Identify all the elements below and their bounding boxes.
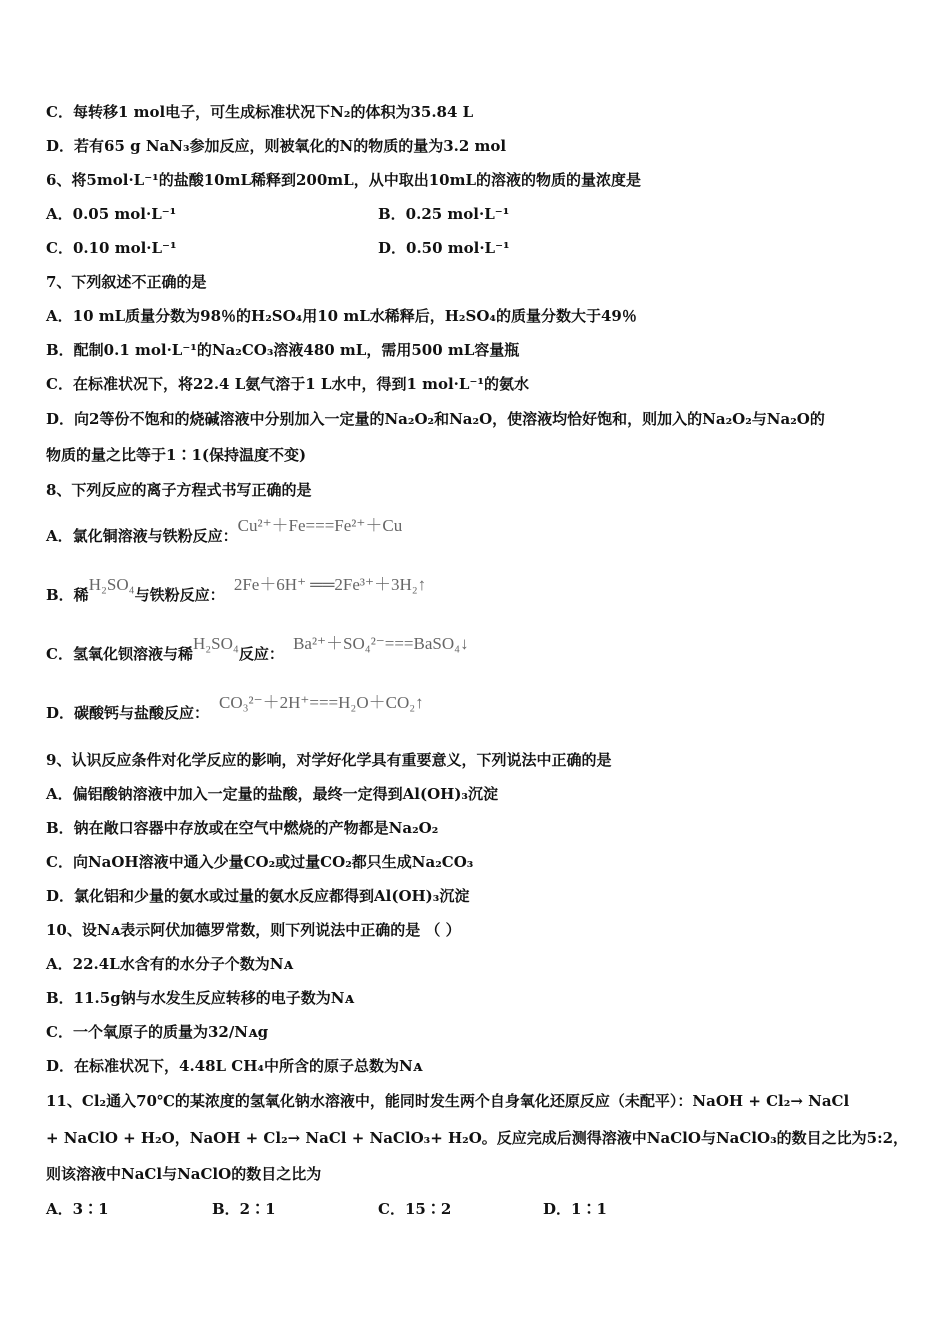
- q10-option-d: D．在标准状况下，4.48L CH₄中所含的原子总数为Nᴀ: [46, 1057, 423, 1075]
- q10-stem: 10、设Nᴀ表示阿伏加德罗常数，则下列说法中正确的是 （ ）: [46, 921, 461, 939]
- q9-option-b: B．钠在敞口容器中存放或在空气中燃烧的产物都是Na₂O₂: [46, 819, 439, 837]
- q5-option-c: C．每转移1 mol电子，可生成标准状况下N₂的体积为35.84 L: [46, 103, 474, 121]
- q8-option-c-suffix: 反应：: [238, 645, 284, 663]
- q10-option-b: B．11.5g钠与水发生反应转移的电子数为Nᴀ: [46, 989, 355, 1007]
- q7-option-d-line2: 物质的量之比等于1∶1(保持温度不变): [46, 446, 307, 464]
- q8-option-b-equation: 2Fe＋6H⁺ ══2Fe³⁺＋3H₂↑: [233, 575, 427, 594]
- q9-option-a: A．偏铝酸钠溶液中加入一定量的盐酸，最终一定得到Al(OH)₃沉淀: [46, 785, 498, 803]
- q5-option-d: D．若有65 g NaN₃参加反应，则被氧化的N的物质的量为3.2 mol: [46, 137, 507, 155]
- q11-option-d: D．1∶1: [543, 1200, 607, 1218]
- q9-option-c: C．向NaOH溶液中通入少量CO₂或过量CO₂都只生成Na₂CO₃: [46, 853, 474, 871]
- q11-stem-line3: 则该溶液中NaCl与NaClO的数目之比为: [46, 1165, 322, 1183]
- q8-option-a: [46, 516, 403, 546]
- q11-stem-line1: 11、Cl₂通入70℃的某浓度的氢氧化钠水溶液中，能同时发生两个自身氧化还原反应（未配平）：NaOH + Cl₂→ NaCl: [46, 1092, 850, 1110]
- q8-option-b: [46, 575, 427, 605]
- q10-option-c: C．一个氧原子的质量为32/Nᴀg: [46, 1023, 269, 1041]
- q11-option-c: C．15∶2: [378, 1200, 452, 1218]
- q8-option-c-acid: H₂SO₄: [192, 634, 239, 653]
- q7-option-a: A．10 mL质量分数为98％的H₂SO₄用10 mL水稀释后，H₂SO₄的质量分数大于49％: [46, 307, 637, 325]
- q6-option-a: A．0.05 mol·L⁻¹: [46, 205, 177, 223]
- q7-option-d-line1: D．向2等份不饱和的烧碱溶液中分别加入一定量的Na₂O₂和Na₂O，使溶液均恰好饱和，则加入的Na₂O₂与Na₂O的: [46, 410, 825, 428]
- q6-stem: 6、将5mol·L⁻¹的盐酸10mL稀释到200mL，从中取出10mL的溶液的物质的量浓度是: [46, 171, 642, 189]
- q8-option-d-equation: CO₃²⁻＋2H⁺===H₂O＋CO₂↑: [219, 693, 424, 712]
- q8-option-a-equation: Cu²⁺＋Fe===Fe²⁺＋Cu: [237, 516, 403, 535]
- q7-option-c: C．在标准状况下，将22.4 L氨气溶于1 L水中，得到1 mol·L⁻¹的氨水: [46, 375, 529, 393]
- q6-option-d: D．0.50 mol·L⁻¹: [378, 239, 510, 257]
- q8-option-b-acid: H₂SO₄: [88, 575, 135, 594]
- q10-option-a: A．22.4L水含有的水分子个数为Nᴀ: [46, 955, 294, 973]
- q6-option-c: C．0.10 mol·L⁻¹: [46, 239, 177, 257]
- q8-option-c-prefix: C．氢氧化钡溶液与稀: [46, 645, 193, 663]
- q8-stem: 8、下列反应的离子方程式书写正确的是: [46, 481, 312, 499]
- q6-option-b: B．0.25 mol·L⁻¹: [378, 205, 510, 223]
- q11-stem-line2: + NaClO + H₂O，NaOH + Cl₂→ NaCl + NaClO₃+ H₂O。反应完成后测得溶液中NaClO与NaClO₃的数目之比为5:2，: [46, 1129, 909, 1147]
- q8-option-d: [46, 693, 424, 723]
- q8-option-c: [46, 634, 469, 664]
- q8-option-d-text: D．碳酸钙与盐酸反应：: [46, 704, 210, 722]
- q11-option-b: B．2∶1: [212, 1200, 276, 1218]
- q9-option-d: D．氯化铝和少量的氨水或过量的氨水反应都得到Al(OH)₃沉淀: [46, 887, 470, 905]
- q8-option-b-prefix: B．稀: [46, 586, 89, 604]
- q8-option-c-equation: Ba²⁺＋SO₄²⁻===BaSO₄↓: [293, 634, 469, 653]
- q8-option-b-suffix: 与铁粉反应：: [134, 586, 225, 604]
- q9-stem: 9、认识反应条件对化学反应的影响，对学好化学具有重要意义，下列说法中正确的是: [46, 751, 612, 769]
- q11-option-a: A．3∶1: [46, 1200, 109, 1218]
- q8-option-a-text: A．氯化铜溶液与铁粉反应：: [46, 527, 238, 545]
- q7-option-b: B．配制0.1 mol·L⁻¹的Na₂CO₃溶液480 mL，需用500 mL容量瓶: [46, 341, 520, 359]
- q7-stem: 7、下列叙述不正确的是: [46, 273, 207, 291]
